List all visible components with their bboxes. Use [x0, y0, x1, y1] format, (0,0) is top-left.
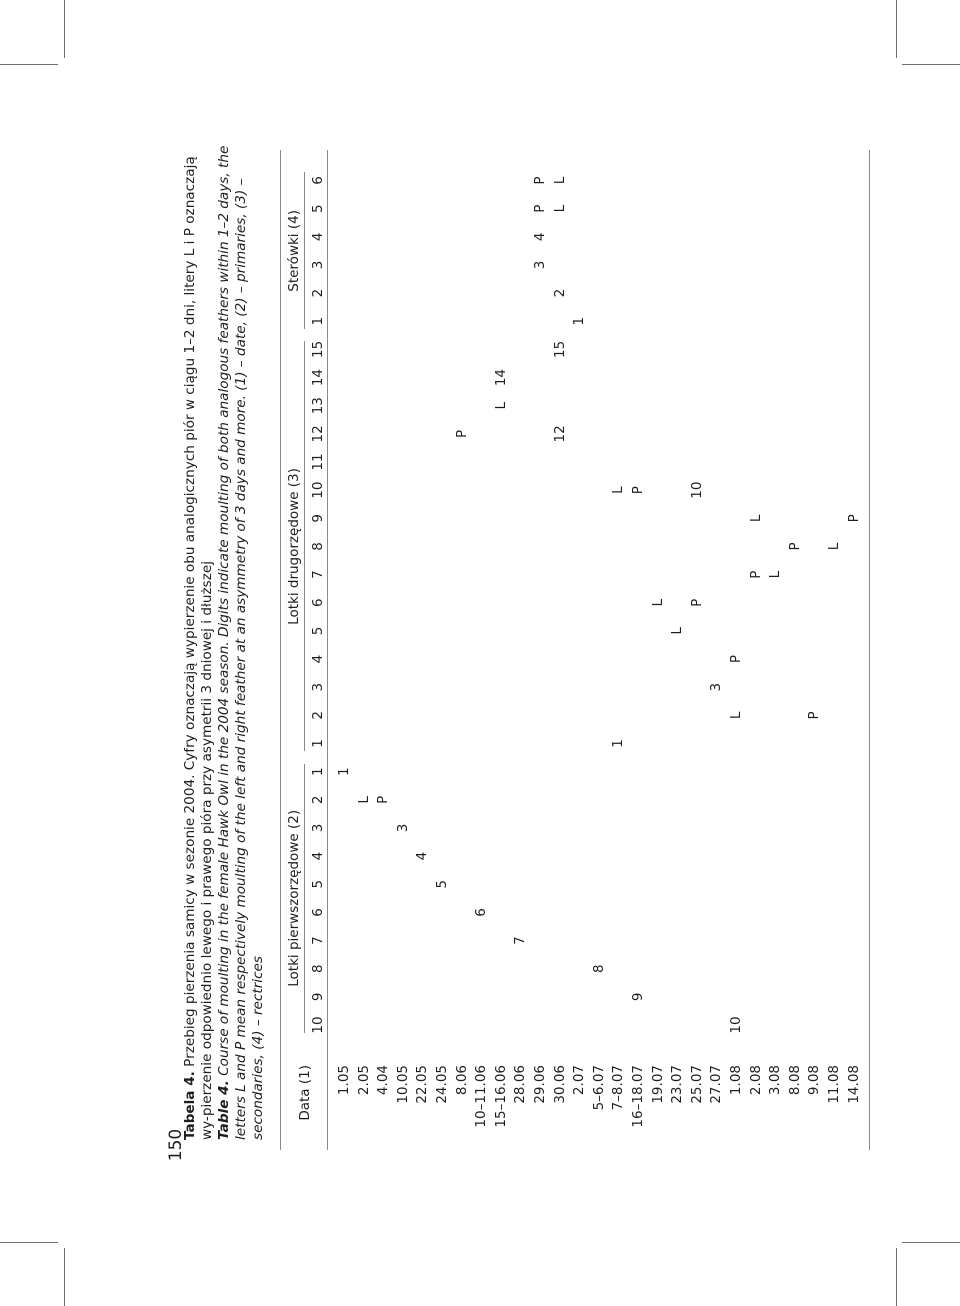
column-header: 3	[310, 260, 326, 270]
column-header: 1	[310, 767, 326, 776]
table-cell-value: P	[747, 570, 764, 579]
table-cell-value: P	[728, 654, 744, 664]
column-header: 4	[310, 851, 326, 861]
table-cell-value: L	[669, 627, 686, 635]
table-cell-value: 1	[336, 767, 352, 776]
table-cell-value: P	[806, 711, 823, 720]
table-cell-value: 15	[551, 340, 568, 358]
column-header: 2	[310, 711, 326, 720]
table-cell-value: 6	[473, 908, 490, 917]
table-cell-value: L	[826, 542, 842, 551]
table-cell-value: 8	[590, 964, 607, 973]
column-group-header: Lotki drugorzędowe (3)	[286, 468, 302, 625]
table-cell-value: 1	[610, 739, 627, 748]
crop-mark	[896, 1248, 897, 1306]
table-cell-value: 12	[551, 425, 568, 443]
table-cell-value: 10	[728, 1016, 744, 1034]
rotated-table-page	[164, 130, 862, 1150]
table-header-rule	[327, 150, 328, 1150]
column-header: 6	[310, 176, 326, 185]
row-date: 2.05	[355, 1065, 372, 1096]
table-cell-value: P	[630, 486, 646, 495]
table-cell-value: L	[747, 514, 764, 523]
table-cell-value: P	[532, 204, 548, 213]
column-header: 10	[310, 481, 326, 499]
table-cell-value: L	[551, 204, 568, 213]
column-header: 9	[310, 992, 326, 1002]
moult-table	[164, 130, 862, 1150]
table-bottom-rule	[869, 150, 870, 1150]
column-header: 5	[310, 879, 326, 889]
row-date: 28.06	[512, 1065, 529, 1104]
table-cell-value: 9	[630, 992, 646, 1002]
table-cell-value: 14	[492, 368, 509, 387]
column-header: 9	[310, 514, 326, 523]
table-cell-value: 4	[414, 851, 431, 861]
column-header: 13	[310, 397, 326, 415]
row-date: 4.04	[375, 1065, 392, 1096]
column-group-header: Lotki pierwszorzędowe (2)	[286, 809, 302, 987]
table-cell-value: 1	[571, 316, 588, 326]
column-header: 15	[310, 340, 326, 358]
column-header: 3	[310, 823, 326, 833]
table-top-rule	[280, 150, 281, 1150]
crop-mark	[0, 64, 58, 65]
table-cell-value: 5	[434, 879, 450, 889]
column-header: 2	[310, 795, 326, 805]
row-date: 1.05	[336, 1065, 352, 1096]
column-header: 6	[310, 908, 326, 917]
table-cell-value: L	[355, 796, 372, 804]
table-cell-value: L	[610, 486, 627, 494]
row-date: 14.08	[845, 1065, 862, 1104]
column-group-rule	[304, 173, 305, 330]
date-column-header: Data (1)	[297, 1065, 313, 1121]
row-date: 25.07	[688, 1065, 705, 1104]
column-header: 7	[310, 936, 326, 945]
column-header: 1	[310, 739, 326, 748]
row-date: 30.06	[551, 1065, 568, 1104]
table-cell-value: L	[767, 570, 784, 579]
table-cell-value: P	[786, 542, 803, 551]
row-date: 5–6.07	[590, 1065, 607, 1111]
page-number: 150	[166, 1128, 186, 1162]
row-date: 10.05	[394, 1065, 411, 1104]
crop-mark	[64, 1248, 65, 1306]
column-header: 10	[310, 1016, 326, 1034]
table-cell-value: L	[492, 401, 509, 410]
row-date: 15–16.06	[492, 1065, 509, 1128]
column-header: 7	[310, 570, 326, 579]
column-header: 4	[310, 232, 326, 242]
row-date: 7–8.07	[610, 1065, 627, 1111]
crop-mark	[902, 1242, 960, 1243]
column-group-rule	[304, 341, 305, 751]
column-group-rule	[304, 764, 305, 1033]
table-cell-value: 3	[394, 823, 411, 833]
row-date: 3.08	[767, 1065, 784, 1096]
row-date: 10–11.06	[473, 1065, 490, 1128]
row-date: 2.07	[571, 1065, 588, 1096]
row-date: 1.08	[728, 1065, 744, 1096]
crop-mark	[0, 1242, 58, 1243]
table-cell-value: L	[649, 598, 666, 607]
table-cell-value: P	[453, 429, 470, 438]
row-date: 29.06	[532, 1065, 548, 1104]
table-cell-value: 10	[688, 481, 705, 499]
column-header: 5	[310, 626, 326, 636]
row-date: 22.05	[414, 1065, 431, 1104]
column-header: 11	[310, 453, 326, 471]
column-header: 6	[310, 598, 326, 608]
caption-polish-label: Tabela 4.	[182, 1071, 198, 1140]
column-header: 8	[310, 964, 326, 973]
caption-english-label: Table 4.	[216, 1080, 232, 1140]
row-date: 2.08	[747, 1065, 764, 1096]
table-cell-value: P	[532, 176, 548, 185]
crop-mark	[64, 0, 65, 58]
column-header: 3	[310, 682, 326, 692]
column-header: 1	[310, 316, 326, 326]
table-cell-value: 7	[512, 936, 529, 945]
caption-english-text: Course of moulting in the female Hawk Owl in the 2004 season. Digits indicate moulting of both analogous feathers within 1–2 days, the letters L and P mean respectively moulting of the left and right feather at an asymmetry of 3 days and more. (1) – date, (2) – primaries, (3) – secondaries, (4) – rectrices	[216, 145, 266, 1140]
table-cell-value: P	[375, 795, 392, 804]
column-header: 4	[310, 654, 326, 664]
column-header: 12	[310, 425, 326, 443]
row-date: 23.07	[669, 1065, 686, 1104]
crop-mark	[896, 0, 897, 58]
table-cell-value: L	[551, 176, 568, 185]
column-header: 2	[310, 288, 326, 298]
caption-polish-text: Przebieg pierzenia samicy w sezonie 2004. Cyfry oznaczają wypierzenie obu analogicznych piór w ciągu 1–2 dni, litery L i P oznaczają wy-pierzenie odpowiednio lewego i prawego pióra przy asymetrii 3 dniowej i dłuższej	[182, 156, 215, 1140]
row-date: 19.07	[649, 1065, 666, 1104]
table-cell-value: L	[728, 711, 744, 720]
crop-mark	[902, 64, 960, 65]
column-header: 8	[310, 542, 326, 551]
table-cell-value: 3	[532, 260, 548, 270]
table-cell-value: 3	[708, 682, 725, 692]
row-date: 24.05	[434, 1065, 450, 1104]
row-date: 11.08	[826, 1065, 842, 1104]
column-header: 14	[310, 368, 326, 387]
row-date: 8.08	[786, 1065, 803, 1096]
table-cell-value: P	[845, 514, 862, 523]
column-header: 5	[310, 204, 326, 213]
row-date: 27.07	[708, 1065, 725, 1104]
table-cell-value: P	[688, 598, 705, 607]
row-date: 16–18.07	[630, 1065, 646, 1128]
table-cell-value: 4	[532, 232, 548, 242]
row-date: 8.06	[453, 1065, 470, 1096]
row-date: 9.08	[806, 1065, 823, 1096]
table-cell-value: 2	[551, 288, 568, 298]
column-group-header: Sterówki (4)	[286, 210, 302, 292]
